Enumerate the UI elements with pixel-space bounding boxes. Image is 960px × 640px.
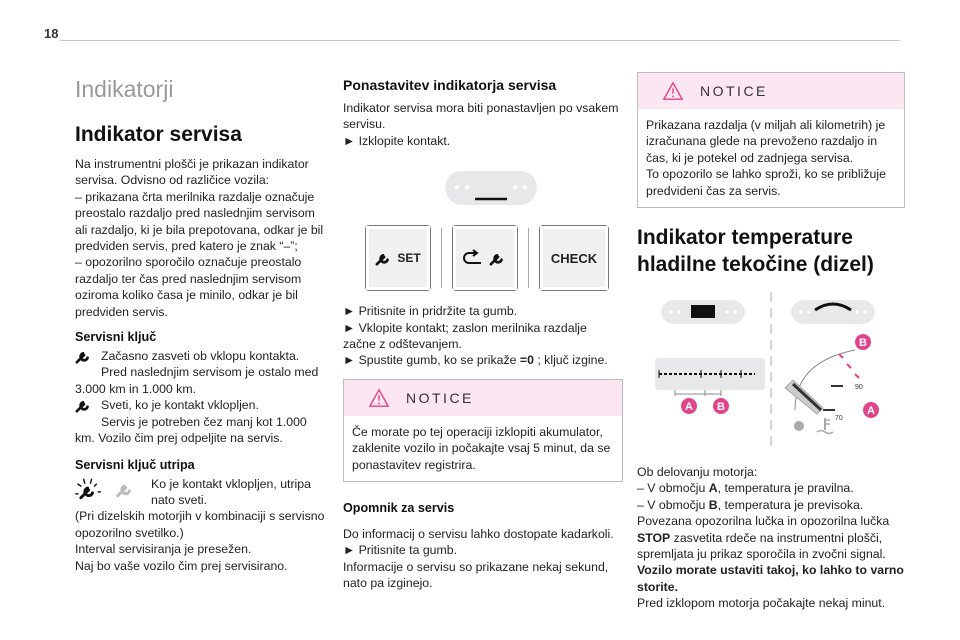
notice-title: NOTICE: [700, 83, 768, 99]
back-wrench-button[interactable]: [452, 225, 518, 291]
section-title: Indikatorji: [75, 76, 174, 102]
tick-90: 90: [855, 384, 863, 392]
key-temporary-line2: Pred naslednjim servisom je ostalo med 3.000 km in 1.000 km.: [75, 365, 319, 396]
key-on-line2: Servis je potreben čez manj kot 1.000 km. Vozilo čim prej odpeljite na servis.: [75, 414, 307, 446]
marker-b-dial-label: B: [859, 337, 867, 350]
heading-service-indicator: Indikator servisa: [75, 123, 242, 146]
warning-post: zasvetita rdeče na instrumentni plošči, spremljata ju prikaz sporočila in zvočni signal.: [637, 530, 886, 562]
flashing-wrench-icon: [75, 476, 143, 502]
wrench-icon: [75, 397, 93, 413]
notice-header: [344, 380, 622, 416]
heading-coolant-temp-2: hladilne tekočine (dizel): [637, 253, 874, 277]
operation-intro: Ob delovanju motorja:: [637, 465, 758, 480]
notice-box: [637, 72, 905, 208]
key-flashing-line3: Interval servisiranja je presežen.: [75, 542, 252, 557]
reset-step-press-hold: ► Pritisnite in pridržite ta gumb.: [343, 304, 518, 319]
page-number: 18: [44, 26, 59, 41]
key-flashing-line4: Naj bo vaše vozilo čim prej servisirano.: [75, 558, 288, 573]
warning-text: [637, 513, 905, 562]
zone-b-bold: B: [708, 497, 718, 512]
warning-triangle-icon: [662, 81, 684, 101]
set-button[interactable]: [365, 225, 431, 291]
key-temporary-row: [75, 348, 327, 364]
check-label: CHECK: [550, 250, 598, 266]
header-rule: [60, 40, 900, 41]
key-temporary-line1: Začasno zasveti ob vklopu kontakta.: [101, 349, 300, 364]
reset-step-ignition-off: ► Izklopite kontakt.: [343, 133, 451, 148]
dash-item-1: – prikazana črta merilnika razdalje označuje preostalo razdaljo pred naslednjim servisom ali razdaljo, ki je bila prepotovana, odkar je bil predviden servis, pred katero je znak “–”;: [75, 189, 324, 254]
zone-a-text: [637, 480, 905, 496]
zone-b-post: , temperatura je previsoka.: [717, 497, 864, 512]
key-flashing-line2: (Pri dizelskih motorjih v kombinaciji s servisno opozorilno svetilko.): [75, 509, 325, 540]
wrench-icon: [375, 250, 393, 266]
notice-title: NOTICE: [406, 389, 474, 406]
column-right: [637, 72, 905, 612]
notice-text: Če morate po tej operaciji izklopiti akumulator, zaklenite vozilo in počakajte vsaj 5 minut, da se ponastavitev registrira.: [352, 424, 611, 472]
notice-body: [638, 109, 904, 207]
dial-gauge: [785, 334, 879, 434]
stop-instruction: Vozilo morate ustaviti takoj, ko lahko to varno storite.: [637, 563, 904, 594]
tick-70: 70: [835, 415, 843, 423]
wrench-icon: [75, 348, 93, 364]
reminder-text-1: Do informacij o servisu lahko dostopate kadarkoli.: [343, 527, 614, 542]
warning-triangle-icon: [368, 388, 390, 408]
coolant-gauge-illustration: [645, 292, 885, 452]
heading-key-flashing: Servisni ključ utripa: [75, 457, 195, 472]
reset-step-release: [343, 352, 623, 368]
warning-bold: STOP: [637, 530, 671, 545]
marker-a-label: A: [685, 401, 693, 414]
heading-reset: Ponastavitev indikatorja servisa: [343, 77, 557, 93]
release-text-bold: =0: [519, 353, 534, 368]
zone-b-text: [637, 497, 905, 513]
notice-text-1: Prikazana razdalja (v miljah ali kilometrih) je izračunana glede na prevoženo razdaljo in čas, ki je potekel od zadnjega servisa.: [646, 118, 886, 165]
zone-a-bold: A: [708, 481, 718, 496]
notice-box: [343, 379, 623, 482]
heading-reminder: Opomnik za servis: [343, 501, 455, 516]
notice-header: [638, 73, 904, 109]
zone-b-pre: – V območju: [637, 497, 709, 512]
final-instruction: Pred izklopom motorja počakajte nekaj minut.: [637, 596, 886, 611]
release-text-post: ; ključ izgine.: [533, 353, 608, 368]
intro-text: Na instrumentni plošči je prikazan indikator servisa. Odvisno od različice vozila:: [75, 157, 309, 188]
column-left: [75, 68, 327, 574]
linear-gauge: [655, 358, 765, 414]
column-middle: [343, 76, 623, 592]
reset-step-ignition-on: ► Vklopite kontakt; zaslon merilnika razdalje začne z odštevanjem.: [343, 320, 587, 352]
dash-item-2: – opozorilno sporočilo označuje preostalo razdaljo ter čas pred naslednjim servisom oziroma koliko časa je minilo, odkar je bil predviden servis.: [75, 255, 302, 319]
instrument-cluster-illustration: [441, 165, 541, 211]
release-text-pre: ► Spustite gumb, ko se prikaže: [343, 353, 520, 368]
key-on-line1: Sveti, ko je kontakt vklopljen.: [101, 398, 259, 413]
key-flashing-row: [75, 476, 327, 509]
marker-a-dial-label: A: [867, 405, 875, 418]
notice-text-2: To opozorilo se lahko sproži, ko se približuje predvideni čas za servis.: [646, 167, 886, 198]
reminder-text-2: ► Pritisnite ta gumb.: [343, 543, 458, 558]
marker-b-label: B: [717, 401, 725, 414]
cluster-left: [661, 300, 745, 324]
check-button[interactable]: [539, 225, 609, 291]
set-label: SET: [397, 251, 421, 266]
cluster-right: [791, 300, 875, 324]
warning-pre: Povezana opozorilna lučka in opozorilna lučka: [637, 514, 890, 529]
heading-service-key: Servisni ključ: [75, 330, 157, 345]
zone-a-post: , temperatura je pravilna.: [717, 481, 854, 496]
coolant-temp-icon: [817, 418, 833, 434]
indicator-dot: [794, 421, 804, 431]
divider: [441, 228, 442, 288]
divider: [528, 228, 529, 288]
heading-coolant-temp-1: Indikator temperature: [637, 226, 853, 250]
key-on-row: [75, 397, 327, 413]
wrench-icon: [489, 250, 507, 266]
key-flashing-line1: Ko je kontakt vklopljen, utripa nato sveti.: [151, 476, 311, 507]
reset-intro: Indikator servisa mora biti ponastavljen po vsakem servisu.: [343, 101, 619, 132]
return-arrow-icon: [463, 249, 485, 267]
reminder-text-3: Informacije o servisu so prikazane nekaj sekund, nato pa izginejo.: [343, 559, 609, 591]
zone-a-pre: – V območju: [637, 481, 709, 496]
buttons-row: [365, 225, 623, 291]
